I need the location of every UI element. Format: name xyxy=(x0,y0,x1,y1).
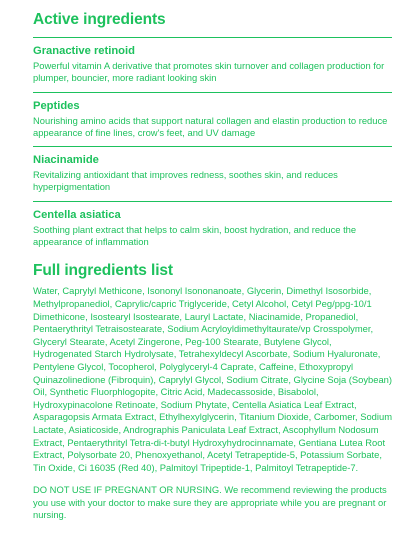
ingredient-description: Revitalizing antioxidant that improves redness, soothes skin, and reduces hyperpigmentation xyxy=(33,169,338,193)
ingredient-description: Soothing plant extract that helps to calm skin, boost hydration, and reduce the appearance of inflammation xyxy=(33,223,357,248)
ingredient-name: Granactive retinoid xyxy=(33,45,135,57)
ingredient-name: Peptides xyxy=(33,99,80,112)
ingredient-item-niacinamide xyxy=(33,146,392,201)
ingredient-item-peptides xyxy=(33,92,392,147)
ingredient-description: Nourishing amino acids that support natural collagen and elastin production to reduce appearance of fine lines, crow's feet, and UV damage xyxy=(33,114,388,138)
ingredient-item-granactive-retinoid xyxy=(33,37,392,92)
divider xyxy=(33,146,392,147)
pregnancy-warning: DO NOT USE IF PREGNANT OR NURSING. We recommend reviewing the products you use with your doctor to make sure they are appropriate while you are pregnant or nursing. xyxy=(33,484,387,521)
divider xyxy=(33,92,392,93)
active-ingredients-heading: Active ingredients xyxy=(33,11,166,28)
full-ingredients-heading: Full ingredients list xyxy=(33,262,173,280)
ingredient-description: Powerful vitamin A derivative that promotes skin turnover and collagen production for plumper, bouncier, more radiant looking skin xyxy=(33,60,385,84)
ingredient-name: Niacinamide xyxy=(33,154,99,167)
ingredient-item-centella-asiatica xyxy=(33,201,392,256)
ingredient-name: Centella asiatica xyxy=(33,208,121,221)
full-ingredients-text: Water, Caprylyl Methicone, Isononyl Isononanoate, Glycerin, Dimethyl Isosorbide, Methylpropanediol, Caprylic/capric Triglyceride, Cetyl Alcohol, Cetyl Peg/ppg-10/1 Dimethicone, Isostearyl Isostearate, Lauryl Lactate, Niacinamide, Propanediol, Pentaerythrityl Tetraisostearate, Sodium Acryloyldimethyltaurate/vp Crosspolymer, Glyceryl Stearate, Acetyl Zingerone, Peg-100 Stearate, Butylene Glycol, Hydrogenated Starch Hydrolysate, Tetrahexyldecyl Ascorbate, Sodium Hyaluronate, Pentylene Glycol, Tocopherol, Polyglyceryl-4 Caprate, Caffeine, Ethoxypropyl Quinazolinedione (Fibroquin), Caprylyl Glycol, Sodium Citrate, Glycine Soja (Soybean) Oil, Synthetic Fluorphlogopite, Citric Acid, Madecassoside, Bisabolol, Hydroxypinacolone Retinoate, Sodium Phytate, Centella Asiatica Leaf Extract, Asparagopsis Armata Extract, Ethylhexylglycerin, Titanium Dioxide, Carbomer, Sodium Lactate, Asiaticoside, Andrographis Paniculata Leaf Extract, Ascophyllum Nodosum Extract, Pentaerythrityl Tetra-di-t-butyl Hydroxyhydrocinnamate, Gentiana Lutea Root Extract, Polysorbate 20, Phenoxyethanol, Acetyl Tetrapeptide-5, Potassium Sorbate, Tin Oxide, Ci 16035 (Red 40), Palmitoyl Tripeptide-1, Palmitoyl Tetrapeptide-7. xyxy=(33,285,393,473)
divider xyxy=(33,201,392,202)
divider xyxy=(33,37,392,38)
